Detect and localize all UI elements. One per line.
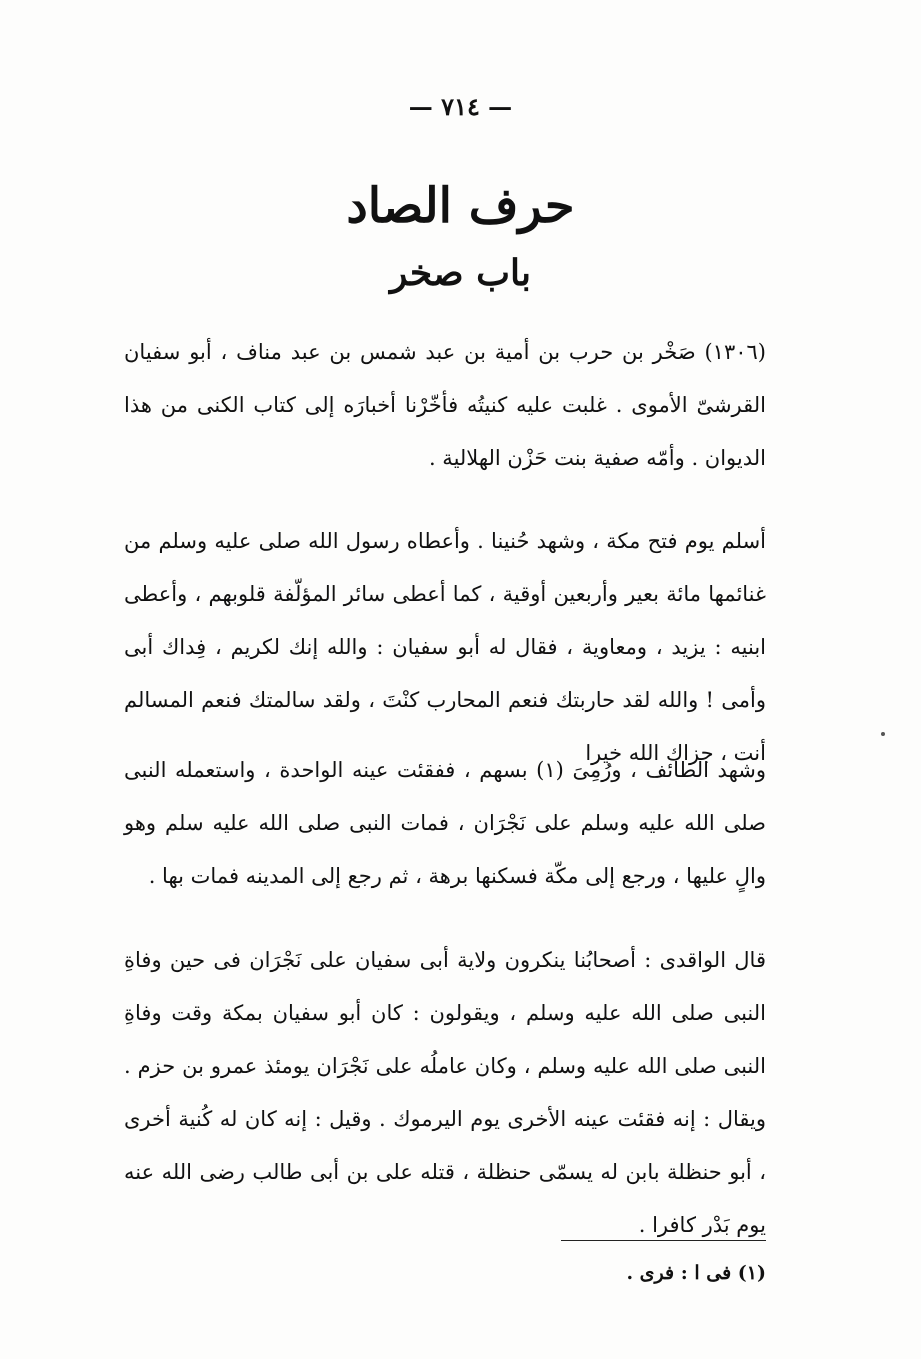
chapter-title: حرف الصاد <box>346 178 575 234</box>
footnote-divider <box>561 1240 766 1241</box>
paragraph-taif: وشهد الطائف ، ورُمِىَ (١) بسهم ، ففقئت عينه الواحدة ، واستعمله النبى صلى الله عليه وسلم على نَجْرَان ، فمات النبى صلى الله عليه سلم وهو والٍ عليها ، ورجع إلى مكّة فسكنها برهة ، ثم رجع إلى المدينه فمات بها . <box>124 758 766 888</box>
footnote: (١) فى ا : فرى . <box>626 1262 766 1284</box>
section-title: باب صخر <box>389 252 532 294</box>
paragraph-biography-intro: (١٣٠٦) صَخْر بن حرب بن أمية بن عبد شمس بن عبد مناف ، أبو سفيان القرشىّ الأموى . غلبت عليه كنيتُه فأخّرْنا أخبارَه إلى كتاب الكنى من هذا الديوان . وأمّه صفية بنت حَزْن الهلالية . <box>124 340 766 470</box>
paragraph-conversion: أسلم يوم فتح مكة ، وشهد حُنينا . وأعطاه رسول الله صلى عليه وسلم من غنائمها مائة بعير وأربعين أوقية ، كما أعطى سائر المؤلّفة قلوبهم ، وأعطى ابنيه : يزيد ، ومعاوية ، فقال له أبو سفيان : والله إنك لكريم ، فِداك أبى وأمى ! والله لقد حاربتك فنعم المحارب كنْتَ ، ولقد سالمتك فنعم المسالم أنت ، جزاك الله خيرا <box>124 529 766 765</box>
paragraph-waqidi: قال الواقدى : أصحابُنا ينكرون ولاية أبى سفيان على نَجْرَان فى حين وفاةِ النبى صلى الله عليه وسلم ، ويقولون : كان أبو سفيان بمكة وقت وفاةِ النبى صلى الله عليه وسلم ، وكان عاملُه على نَجْرَان يومئذ عمرو بن حزم . ويقال : إنه فقئت عينه الأخرى يوم اليرموك . وقيل : إنه كان له كُنية أخرى ، أبو حنظلة بابن له يسمّى حنظلة ، قتله على بن أبى طالب رضى الله عنه يوم بَدْر كافرا . <box>124 948 766 1237</box>
page-number: — ٧١٤ — <box>408 92 513 121</box>
margin-mark <box>881 732 885 736</box>
